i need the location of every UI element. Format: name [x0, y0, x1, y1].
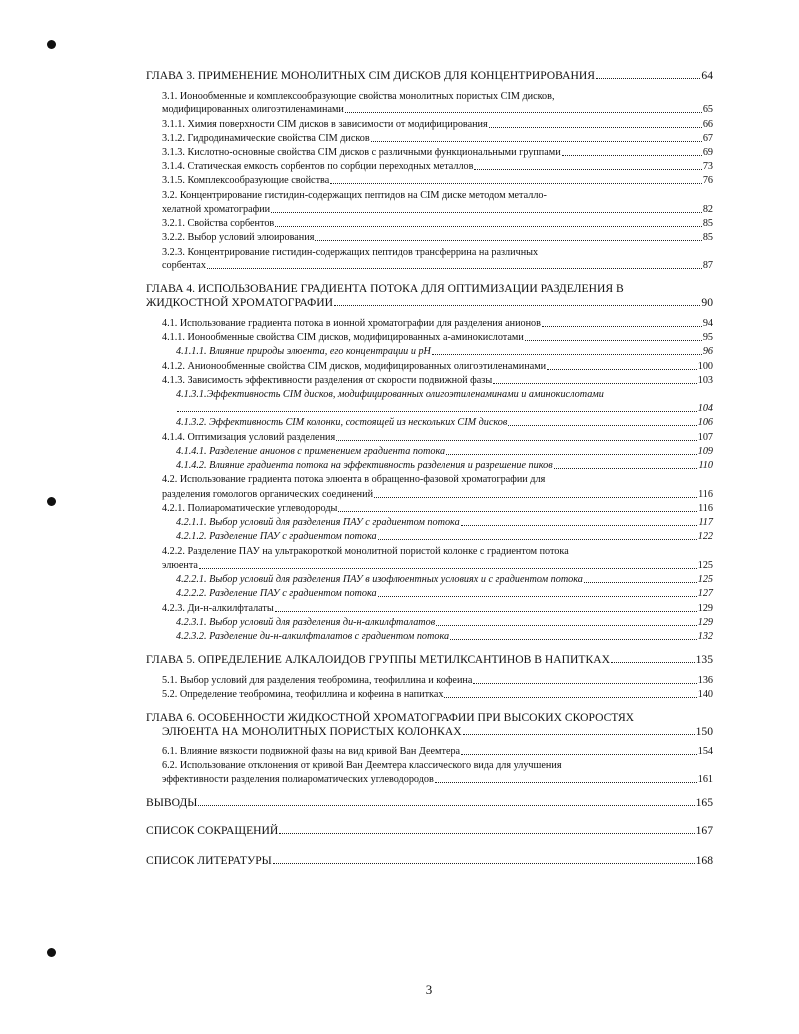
toc-entry: [162, 759, 713, 772]
toc-entry-page: 116: [698, 489, 713, 500]
toc-entry: [162, 688, 713, 701]
toc-entry-page: 67: [702, 133, 713, 144]
toc-entry-title: 6.1. Влияние вязкости подвижной фазы на вид кривой Ван Деемтера: [162, 746, 461, 757]
toc-entry: [162, 118, 713, 131]
toc-entry: [146, 281, 713, 295]
toc-leader-dots: [199, 567, 697, 569]
toc-leader-dots: [542, 325, 702, 327]
toc-entry-page: 116: [698, 503, 713, 514]
toc-entry-page: 125: [697, 574, 713, 585]
toc-entry: [162, 246, 713, 259]
toc-leader-dots: [584, 581, 697, 583]
toc-entry-title: ГЛАВА 3. ПРИМЕНЕНИЕ МОНОЛИТНЫХ CIM ДИСКОВ ДЛЯ КОНЦЕНТРИРОВАНИЯ: [146, 69, 596, 82]
toc-entry-page: 109: [697, 446, 713, 457]
toc-entry: [162, 203, 713, 216]
toc-entry-title: ГЛАВА 4. ИСПОЛЬЗОВАНИЕ ГРАДИЕНТА ПОТОКА ДЛЯ ОПТИМИЗАЦИИ РАЗДЕЛЕНИЯ В: [146, 282, 624, 295]
toc-entry-page: 90: [701, 296, 713, 309]
toc-entry-page: 161: [697, 774, 713, 785]
toc-leader-dots: [275, 225, 702, 227]
toc-entry-page: 154: [697, 746, 713, 757]
toc-entry-page: 129: [697, 617, 713, 628]
toc-entry-page: 117: [698, 517, 713, 528]
toc-entry-title: ЖИДКОСТНОЙ ХРОМАТОГРАФИИ: [146, 296, 333, 309]
toc-entry-title: 4.1.3.2. Эффективность CIM колонки, состоящей из нескольких CIM дисков: [176, 417, 508, 428]
toc-entry: [162, 473, 713, 486]
toc-leader-dots: [345, 111, 702, 113]
toc-leader-dots: [371, 140, 702, 142]
toc-leader-dots: [435, 781, 697, 783]
toc-entry: [162, 545, 713, 558]
toc-entry-title: 3.1.1. Химия поверхности CIM дисков в зависимости от модифицирования: [162, 119, 488, 130]
toc-entry-page: 103: [697, 375, 713, 386]
toc-entry-page: 165: [695, 796, 713, 809]
toc-entry-title: 3.1.2. Гидродинамические свойства CIM дисков: [162, 133, 370, 144]
toc-entry: [176, 630, 713, 643]
toc-entry: [162, 217, 713, 230]
toc-entry-title: 4.1.4.2. Влияние градиента потока на эффективность разделения и разрешение пиков: [176, 460, 553, 471]
toc-leader-dots: [562, 154, 702, 156]
toc-entry: [176, 530, 713, 543]
toc-entry-page: 106: [697, 417, 713, 428]
toc-entry-page: 167: [695, 824, 713, 837]
toc-entry-page: 73: [702, 161, 713, 172]
toc-entry: [176, 516, 713, 529]
toc-entry-page: 69: [702, 147, 713, 158]
toc-leader-dots: [177, 410, 697, 412]
toc-entry-page: 132: [697, 631, 713, 642]
toc-leader-dots: [450, 638, 697, 640]
toc-entry: [176, 587, 713, 600]
toc-entry: [176, 416, 713, 429]
toc-entry: [146, 652, 713, 666]
toc-entry: [162, 160, 713, 173]
toc-entry-title: 4.1.4.1. Разделение анионов с применением градиента потока: [176, 446, 446, 457]
toc-entry: [162, 502, 713, 515]
toc-leader-dots: [207, 267, 702, 269]
toc-entry-title: 4.1. Использование градиента потока в ионной хроматографии для разделения анионов: [162, 318, 541, 329]
toc-entry: [162, 331, 713, 344]
toc-entry: [176, 388, 713, 401]
toc-entry-title: 4.1.3. Зависимость эффективности разделения от скорости подвижной фазы: [162, 375, 493, 386]
toc-leader-dots: [374, 496, 697, 498]
toc-entry: [146, 710, 713, 724]
toc-entry-title: 4.2.1.1. Выбор условий для разделения ПАУ с градиентом потока: [176, 517, 460, 528]
toc-entry: [176, 459, 713, 472]
toc-entry-title: 3.1.3. Кислотно-основные свойства CIM дисков с различными функциональными группами: [162, 147, 561, 158]
toc-entry: [146, 795, 713, 809]
toc-leader-dots: [489, 126, 702, 128]
toc-leader-dots: [378, 595, 697, 597]
toc-leader-dots: [271, 211, 702, 213]
toc-leader-dots: [473, 682, 696, 684]
toc-entry-title: 4.2.2.2. Разделение ПАУ с градиентом потока: [176, 588, 377, 599]
toc-entry: [162, 488, 713, 501]
toc-entry-title: СПИСОК СОКРАЩЕНИЙ: [146, 824, 279, 837]
toc-entry-title: элюента: [162, 560, 198, 571]
toc-entry-page: 129: [697, 603, 713, 614]
toc-entry-title: 4.2.3. Ди-н-алкилфталаты: [162, 603, 274, 614]
toc-entry: [162, 317, 713, 330]
toc-leader-dots: [446, 453, 697, 455]
toc-entry: [176, 345, 713, 358]
toc-entry-page: 76: [702, 175, 713, 186]
toc-entry: [162, 174, 713, 187]
toc-entry-title: 3.1.4. Статическая емкость сорбентов по сорбции переходных металлов: [162, 161, 474, 172]
toc-entry-page: 85: [702, 218, 713, 229]
toc-entry-title: 3.2.1. Свойства сорбентов: [162, 218, 275, 229]
toc-entry-page: 136: [697, 675, 713, 686]
toc-entry-page: 104: [697, 403, 713, 414]
toc-entry: [146, 853, 713, 867]
toc-entry-title: эффективности разделения полиароматических углеводородов: [162, 774, 434, 785]
toc-leader-dots: [611, 661, 695, 663]
toc-entry-page: 96: [702, 346, 713, 357]
toc-entry: [162, 146, 713, 159]
toc-leader-dots: [525, 339, 702, 341]
toc-entry-page: 95: [702, 332, 713, 343]
toc-leader-dots: [432, 353, 702, 355]
toc-entry-title: 4.2.1.2. Разделение ПАУ с градиентом потока: [176, 531, 377, 542]
toc-entry-title: 4.1.1. Ионообменные свойства CIM дисков, модифицированных а-аминокислотами: [162, 332, 524, 343]
toc-leader-dots: [273, 862, 695, 864]
toc-leader-dots: [436, 624, 697, 626]
toc-entry-title: модифицированных олигоэтиленаминами: [162, 104, 344, 115]
toc-leader-dots: [336, 439, 697, 441]
toc-entry-title: 4.2.2.1. Выбор условий для разделения ПАУ в изофлюентных условиях и с градиентом потока: [176, 574, 583, 585]
toc-entry-title: 3.2.3. Концентрирование гистидин-содержащих пептидов трансферрина на различных: [162, 247, 539, 258]
toc-entry-title: 3.1. Ионообменные и комплексообразующие свойства монолитных пористых CIM дисков,: [162, 91, 555, 102]
toc-leader-dots: [461, 524, 698, 526]
toc-leader-dots: [444, 696, 696, 698]
toc-leader-dots: [334, 304, 700, 306]
toc-entry: [162, 360, 713, 373]
toc-entry-page: 107: [697, 432, 713, 443]
toc-entry-title: 5.1. Выбор условий для разделения теобромина, теофиллина и кофеина: [162, 675, 473, 686]
toc-entry: [162, 431, 713, 444]
toc-leader-dots: [463, 733, 695, 735]
toc-leader-dots: [315, 239, 701, 241]
toc-entry: [162, 674, 713, 687]
toc-leader-dots: [330, 182, 702, 184]
toc-entry-title: 4.2. Использование градиента потока элюента в обращенно-фазовой хроматографии для: [162, 474, 546, 485]
toc-entry-page: 100: [697, 361, 713, 372]
toc-entry-title: СПИСОК ЛИТЕРАТУРЫ: [146, 854, 272, 867]
toc-entry: [162, 189, 713, 202]
toc-entry: [162, 773, 713, 786]
toc-entry-page: 150: [695, 725, 713, 738]
toc-entry-page: 122: [697, 531, 713, 542]
toc-entry-title: сорбентах: [162, 260, 206, 271]
toc-entry: [146, 295, 713, 309]
toc-entry-title: 6.2. Использование отклонения от кривой Ван Деемтера классического вида для улучшения: [162, 760, 562, 771]
toc-leader-dots: [338, 510, 697, 512]
toc-entry-page: 127: [697, 588, 713, 599]
toc-entry-title: 4.2.1. Полиароматические углеводороды: [162, 503, 338, 514]
toc-entry: [162, 132, 713, 145]
toc-entry-page: 110: [698, 460, 713, 471]
toc-entry-page: 82: [702, 204, 713, 215]
toc-leader-dots: [461, 753, 697, 755]
toc-entry: [162, 374, 713, 387]
toc-entry-title: ЭЛЮЕНТА НА МОНОЛИТНЫХ ПОРИСТЫХ КОЛОНКАХ: [162, 725, 462, 738]
toc-entry-title: 4.1.3.1.Эффективность CIM дисков, модифицированных олигоэтиленаминами и аминокислотами: [176, 389, 604, 400]
page-number: 3: [425, 982, 433, 997]
toc-leader-dots: [508, 424, 696, 426]
toc-entry-page: 64: [701, 69, 713, 82]
toc-entry-page: 125: [697, 560, 713, 571]
toc-entry: [162, 724, 713, 738]
toc-entry-page: 135: [695, 653, 713, 666]
toc-entry-title: 4.1.2. Анионообменные свойства CIM дисков, модифицированных олигоэтиленаминами: [162, 361, 547, 372]
toc-leader-dots: [493, 382, 697, 384]
toc-entry-title: 3.1.5. Комплексообразующие свойства: [162, 175, 330, 186]
toc-leader-dots: [378, 538, 697, 540]
toc-entry-title: 3.2.2. Выбор условий элюирования: [162, 232, 315, 243]
toc-leader-dots: [279, 832, 694, 834]
toc-entry-title: ГЛАВА 6. ОСОБЕННОСТИ ЖИДКОСТНОЙ ХРОМАТОГРАФИИ ПРИ ВЫСОКИХ СКОРОСТЯХ: [146, 711, 635, 724]
toc-entry: [176, 616, 713, 629]
toc-leader-dots: [554, 467, 698, 469]
toc-entry-page: 168: [695, 854, 713, 867]
toc-entry-title: 4.1.1.1. Влияние природы элюента, его концентрации и pH: [176, 346, 431, 357]
toc-entry-title: 4.1.4. Оптимизация условий разделения: [162, 432, 336, 443]
toc-entry: [176, 573, 713, 586]
toc-entry: [162, 259, 713, 272]
toc-leader-dots: [198, 804, 694, 806]
toc-entry-page: 94: [702, 318, 713, 329]
toc-leader-dots: [275, 610, 697, 612]
toc-leader-dots: [474, 168, 701, 170]
toc-entry: [162, 559, 713, 572]
toc-leader-dots: [547, 368, 697, 370]
toc-entry-title: ВЫВОДЫ: [146, 796, 198, 809]
toc-entry-title: 4.2.3.1. Выбор условий для разделения ди-н-алкилфталатов: [176, 617, 436, 628]
toc-entry: [162, 103, 713, 116]
toc-entry: [176, 402, 713, 415]
toc-entry-title: хелатной хроматографии: [162, 204, 271, 215]
toc-entry-page: 65: [702, 104, 713, 115]
toc-entry-title: 5.2. Определение теобромина, теофиллина и кофеина в напитках: [162, 689, 444, 700]
toc-entry: [146, 823, 713, 837]
toc-entry-page: 85: [702, 232, 713, 243]
toc-entry-page: 87: [702, 260, 713, 271]
toc-entry: [162, 602, 713, 615]
toc-entry-title: 4.2.2. Разделение ПАУ на ультракороткой монолитной пористой колонке с градиентом потока: [162, 546, 569, 557]
toc-entry: [162, 90, 713, 103]
toc-entry: [162, 231, 713, 244]
toc-entry: [146, 68, 713, 82]
toc-entry-page: 66: [702, 119, 713, 130]
toc-entry-title: разделения гомологов органических соединений: [162, 489, 374, 500]
toc-entry-title: ГЛАВА 5. ОПРЕДЕЛЕНИЕ АЛКАЛОИДОВ ГРУППЫ МЕТИЛКСАНТИНОВ В НАПИТКАХ: [146, 653, 610, 666]
toc-leader-dots: [596, 77, 700, 79]
toc-entry-title: 3.2. Концентрирование гистидин-содержащих пептидов на CIM диске методом металло-: [162, 190, 547, 201]
toc-entry-title: 4.2.3.2. Разделение ди-н-алкилфталатов с градиентом потока: [176, 631, 450, 642]
toc-entry: [162, 745, 713, 758]
toc-entry: [176, 445, 713, 458]
toc-entry-page: 140: [697, 689, 713, 700]
